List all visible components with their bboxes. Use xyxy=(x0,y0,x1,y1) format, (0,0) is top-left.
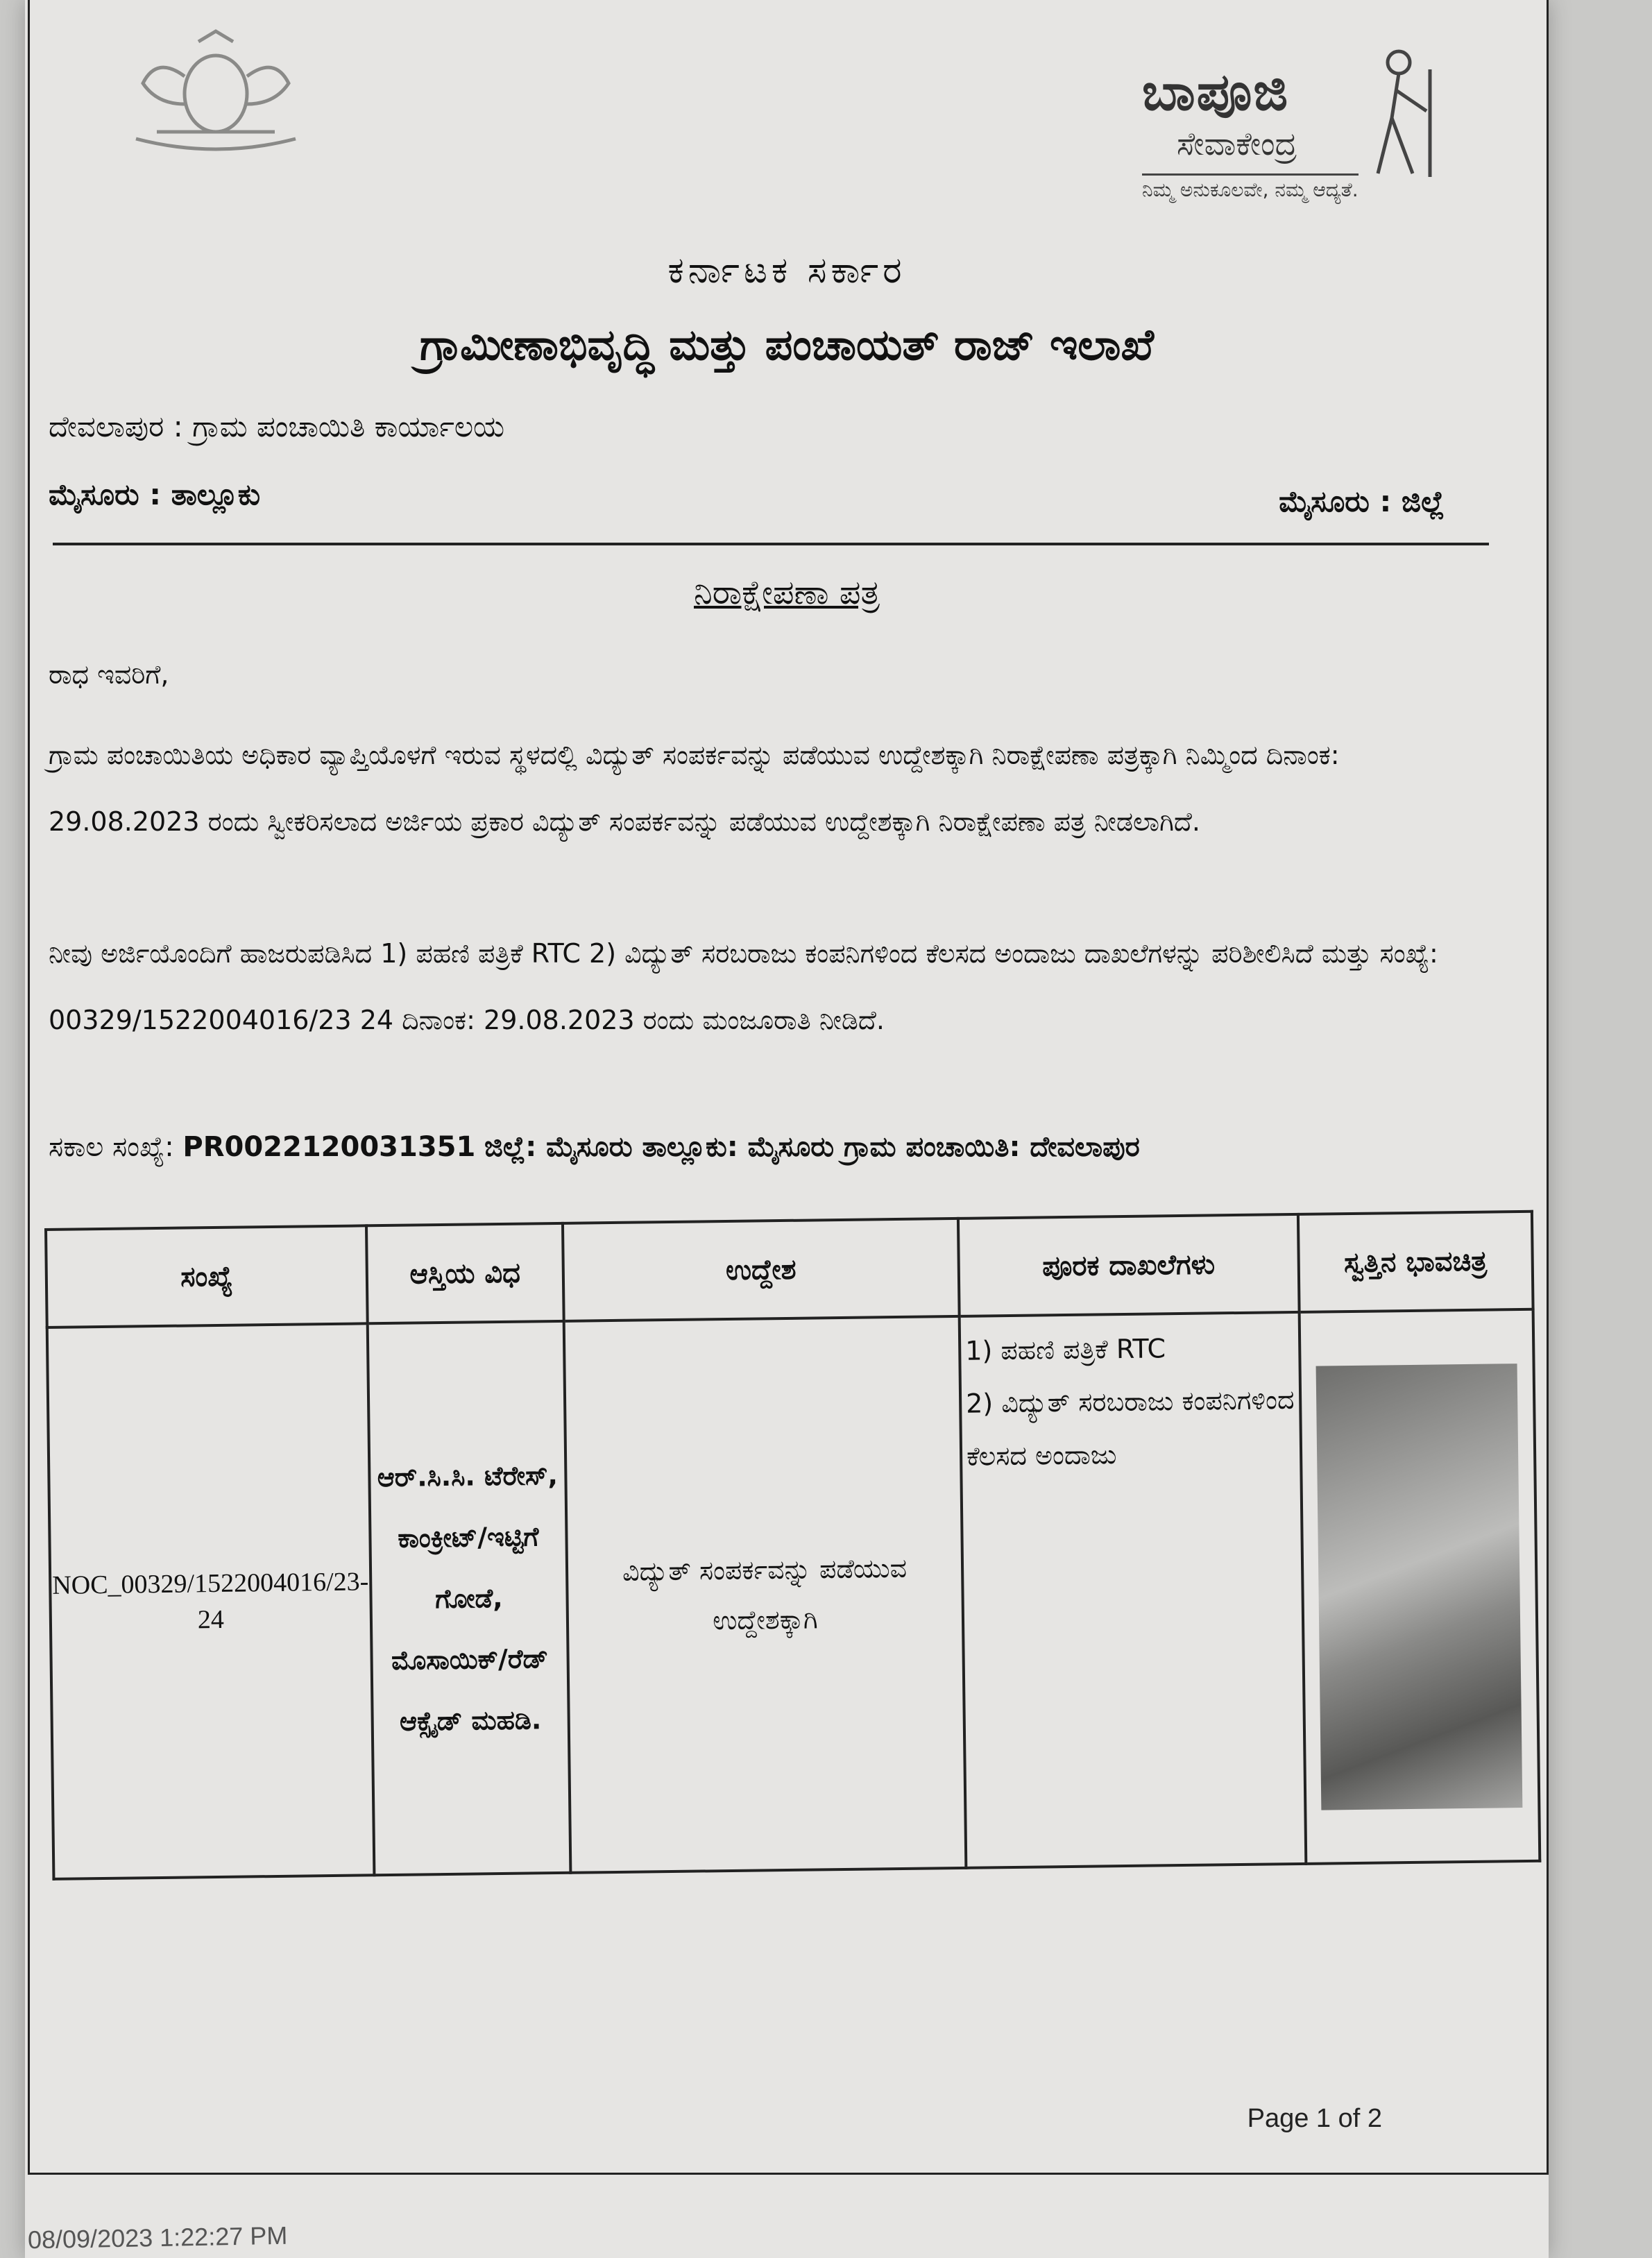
paragraph-2: ನೀವು ಅರ್ಜಿಯೊಂದಿಗೆ ಹಾಜರುಪಡಿಸಿದ 1) ಪಹಣಿ ಪತ್ರಿಕೆ RTC 2) ವಿದ್ಯುತ್ ಸರಬರಾಜು ಕಂಪನಿಗಳಿಂದ ಕೆಲಸದ ಅಂದಾಜು ದಾಖಲೆಗಳನ್ನು ಪರಿಶೀಲಿಸಿದೆ ಮತ್ತು ಸಂಖ್ಯೆ: 00329/1522004016/23 24 ದಿನಾಂಕ: 29.08.2023 ರಂದು ಮಂಜೂರಾತಿ ನೀಡಿದೆ. xyxy=(49,938,1438,1035)
cell-property-type: ಆರ್.ಸಿ.ಸಿ. ಟೆರೇಸ್, ಕಾಂಕ್ರೀಟ್/ಇಟ್ಟಿಗೆ ಗೋಡೆ, ಮೊಸಾಯಿಕ್/ರೆಡ್ ಆಕ್ಸೈಡ್ ಮಹಡಿ. xyxy=(368,1321,571,1875)
property-photo xyxy=(1316,1364,1523,1810)
district-line: ಮೈಸೂರು : ಜಿಲ್ಲೆ xyxy=(1279,484,1445,518)
document-title: ನಿರಾಕ್ಷೇಪಣಾ ಪತ್ರ xyxy=(693,573,880,612)
supporting-doc-1: 1) ಪಹಣಿ ಪತ್ರಿಕೆ RTC xyxy=(965,1333,1166,1366)
taluk-line: ಮೈಸೂರು : ತಾಲ್ಲೂಕು xyxy=(49,477,261,511)
department-heading: ಗ್ರಾಮೀಣಾಭಿವೃದ್ಧಿ ಮತ್ತು ಪಂಚಾಯತ್ ರಾಜ್ ಇಲಾಖೆ xyxy=(420,319,1154,370)
header-divider xyxy=(53,543,1489,545)
header-purpose: ಉದ್ದೇಶ xyxy=(563,1219,960,1321)
page-number: Page 1 of 2 xyxy=(1247,2104,1382,2133)
sakala-line xyxy=(49,1131,1140,1163)
sakala-label: ಸಕಾಲ ಸಂಖ್ಯೆ: xyxy=(49,1131,174,1163)
cell-supporting-docs xyxy=(960,1312,1306,1868)
gandhi-silhouette-icon xyxy=(1350,42,1447,180)
header-property-photo: ಸ್ವತ್ತಿನ ಭಾವಚಿತ್ರ xyxy=(1298,1212,1533,1312)
salutation: ರಾಧ ಇವರಿಗೆ, xyxy=(49,659,169,690)
bapuji-logo xyxy=(1142,62,1454,208)
header-supporting-docs: ಪೂರಕ ದಾಖಲೆಗಳು xyxy=(958,1214,1299,1316)
cell-purpose: ವಿದ್ಯುತ್ ಸಂಪರ್ಕವನ್ನು ಪಡೆಯುವ ಉದ್ದೇಶಕ್ಕಾಗಿ xyxy=(564,1316,966,1873)
government-heading: ಕರ್ನಾಟಕ ಸರ್ಕಾರ xyxy=(667,250,906,291)
bapuji-tagline: ನಿಮ್ಮ ಅನುಕೂಲವೇ, ನಮ್ಮ ಆದ್ಯತೆ. xyxy=(1142,173,1359,202)
sakala-number: PR0022120031351 xyxy=(182,1131,476,1163)
paragraph-1: ಗ್ರಾಮ ಪಂಚಾಯಿತಿಯ ಅಧಿಕಾರ ವ್ಯಾಪ್ತಿಯೊಳಗೆ ಇರುವ ಸ್ಥಳದಲ್ಲಿ ವಿದ್ಯುತ್ ಸಂಪರ್ಕವನ್ನು ಪಡೆಯುವ ಉದ್ದೇಶಕ್ಕಾಗಿ ನಿರಾಕ್ಷೇಪಣಾ ಪತ್ರಕ್ಕಾಗಿ ನಿಮ್ಮಿಂದ ದಿನಾಂಕ: 29.08.2023 ರಂದು ಸ್ವೀಕರಿಸಲಾದ ಅರ್ಜಿಯ ಪ್ರಕಾರ ವಿದ್ಯುತ್ ಸಂಪರ್ಕವನ್ನು ಪಡೆಯುವ ಉದ್ದೇಶಕ್ಕಾಗಿ ನಿರಾಕ್ಷೇಪಣಾ ಪತ್ರ ನೀಡಲಾಗಿದೆ. xyxy=(49,740,1340,837)
header-property-type: ಆಸ್ತಿಯ ವಿಧ xyxy=(366,1223,564,1323)
bapuji-title: ಬಾಪೂಜಿ xyxy=(1142,62,1290,122)
document-page xyxy=(25,0,1549,2258)
sakala-location: ಜಿಲ್ಲೆ: ಮೈಸೂರು ತಾಲ್ಲೂಕು: ಮೈಸೂರು ಗ್ರಾಮ ಪಂಚಾಯಿತಿ: ದೇವಲಾಪುರ xyxy=(484,1131,1140,1163)
office-line: ದೇವಲಾಪುರ : ಗ್ರಾಮ ಪಂಚಾಯಿತಿ ಕಾರ್ಯಾಲಯ xyxy=(49,409,505,443)
header-number: ಸಂಖ್ಯೆ xyxy=(46,1225,368,1327)
noc-table xyxy=(44,1210,1541,1881)
table-row xyxy=(47,1309,1540,1879)
karnataka-emblem-icon xyxy=(115,28,316,160)
cell-property-photo xyxy=(1299,1309,1540,1864)
cell-number: NOC_00329/1522004016/23-24 xyxy=(47,1323,375,1879)
supporting-doc-2: 2) ವಿದ್ಯುತ್ ಸರಬರಾಜು ಕಂಪನಿಗಳಿಂದ ಕೆಲಸದ ಅಂದಾಜು xyxy=(965,1384,1295,1472)
print-timestamp: 08/09/2023 1:22:27 PM xyxy=(27,2221,288,2255)
bapuji-subtitle: ಸೇವಾಕೇಂದ್ರ xyxy=(1177,125,1297,162)
